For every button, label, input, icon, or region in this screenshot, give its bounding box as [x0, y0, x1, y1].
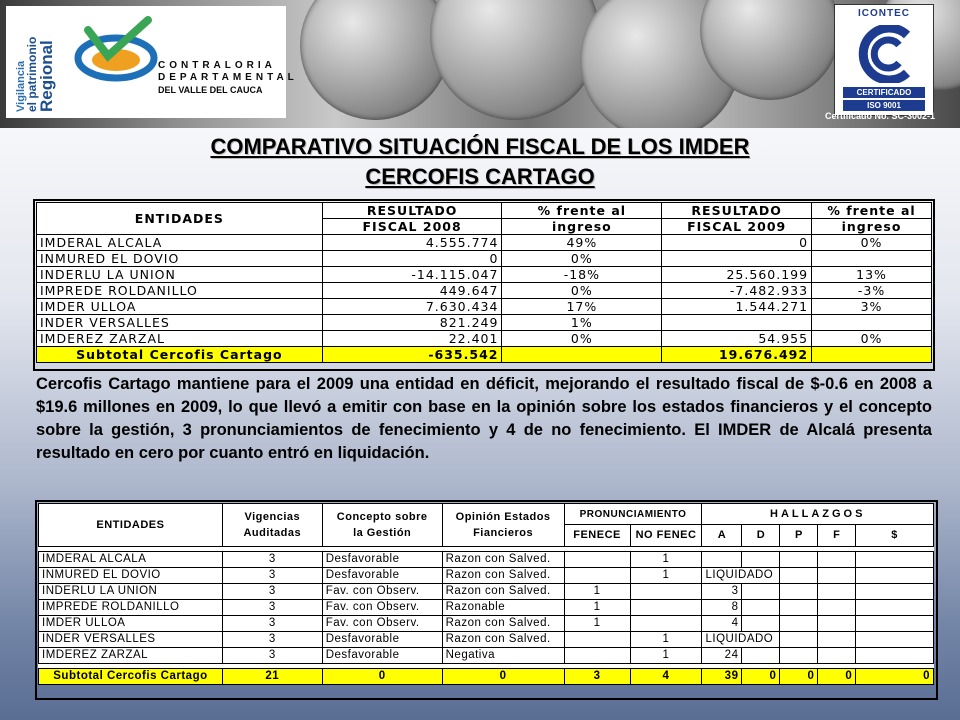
subtotal-label: Subtotal Cercofis Cartago	[37, 347, 323, 363]
table-row	[37, 299, 932, 315]
table-row	[39, 648, 934, 664]
pct-2009	[812, 315, 932, 331]
pct-2008: -18%	[502, 267, 662, 283]
hallazgo-p	[780, 616, 818, 632]
table-row	[39, 552, 934, 568]
hallazgo-dollar	[856, 568, 934, 584]
pct-2009	[812, 251, 932, 267]
hallazgo-p	[780, 648, 818, 664]
result-2008: 22.401	[322, 331, 502, 347]
entity-name: INMURED EL DOVIO	[39, 568, 223, 584]
entity-name: INDER VERSALLES	[39, 632, 223, 648]
col-header-res2009-sub: FISCAL 2009	[662, 219, 812, 235]
subtotal-2009: 19.676.492	[662, 347, 812, 363]
pct-2009: 0%	[812, 331, 932, 347]
hallazgo-d	[742, 584, 780, 600]
table-row	[37, 315, 932, 331]
hallazgo-p	[780, 632, 818, 648]
hallazgo-d	[742, 600, 780, 616]
contraloria-logo	[6, 6, 298, 118]
hallazgo-d	[742, 648, 780, 664]
entity-name: IMDEREZ ZARZAL	[39, 648, 223, 664]
subtotal-a: 39	[702, 669, 742, 685]
hallazgo-a: 24	[702, 648, 742, 664]
concepto: Desfavorable	[322, 632, 442, 648]
pct-2008: 49%	[502, 235, 662, 251]
col-header-pct2009-sub: ingreso	[812, 219, 932, 235]
col-header-pct2008: % frente al	[502, 203, 662, 219]
subtotal-no-fenece: 4	[630, 669, 702, 685]
table-row	[39, 616, 934, 632]
col-header-pct2008-sub: ingreso	[502, 219, 662, 235]
subtotal-row	[37, 347, 932, 363]
entity-name: INDERLU LA UNION	[37, 267, 323, 283]
col-header-concepto: Concepto sobre la Gestión	[322, 504, 442, 547]
col-header-p: P	[780, 525, 818, 547]
col-header-hallazgos: HALLAZGOS	[702, 504, 934, 525]
vigencias: 3	[222, 648, 322, 664]
fenece: 1	[564, 584, 630, 600]
result-2008: -14.115.047	[322, 267, 502, 283]
table-row	[39, 600, 934, 616]
opinion: Razon con Salved.	[442, 632, 564, 648]
fenece	[564, 648, 630, 664]
entity-name: INDERLU LA UNION	[39, 584, 223, 600]
vigencias: 3	[222, 632, 322, 648]
subtotal-p: 0	[780, 669, 818, 685]
subtotal-pct-2009	[812, 347, 932, 363]
result-2009: -7.482.933	[662, 283, 812, 299]
col-header-opinion: Opinión Estados Fiancieros	[442, 504, 564, 547]
result-2009	[662, 251, 812, 267]
no-fenece: 1	[630, 552, 702, 568]
hallazgo-f	[818, 600, 856, 616]
pct-2008: 0%	[502, 331, 662, 347]
col-header-entidades: ENTIDADES	[37, 203, 323, 235]
col-header-f: F	[818, 525, 856, 547]
svg-text:Vigilancia: Vigilancia	[15, 60, 27, 112]
hallazgo-f	[818, 584, 856, 600]
fenece	[564, 552, 630, 568]
pct-2008: 17%	[502, 299, 662, 315]
hallazgo-dollar	[856, 584, 934, 600]
result-2009: 25.560.199	[662, 267, 812, 283]
header-banner	[0, 0, 960, 128]
no-fenece	[630, 600, 702, 616]
coin-image	[300, 0, 450, 120]
entity-name: IMDERAL ALCALA	[37, 235, 323, 251]
hallazgo-p	[780, 568, 818, 584]
pct-2009: 0%	[812, 235, 932, 251]
hallazgo-d	[742, 552, 780, 568]
hallazgo-dollar	[856, 632, 934, 648]
table-header-row	[39, 504, 934, 525]
no-fenece	[630, 616, 702, 632]
result-2008: 449.647	[322, 283, 502, 299]
table-header-row	[37, 203, 932, 219]
subtotal-2008: -635.542	[322, 347, 502, 363]
col-header-pronunciamiento: PRONUNCIAMIENTO	[564, 504, 702, 525]
table-row	[37, 331, 932, 347]
hallazgo-f	[818, 616, 856, 632]
entity-name: IMPREDE ROLDANILLO	[37, 283, 323, 299]
table-row	[37, 283, 932, 299]
result-2008: 4.555.774	[322, 235, 502, 251]
vigencias: 3	[222, 568, 322, 584]
hallazgo-a: 4	[702, 616, 742, 632]
audit-findings-table	[38, 503, 934, 685]
concepto: Desfavorable	[322, 568, 442, 584]
hallazgo-f	[818, 552, 856, 568]
hallazgo-p	[780, 552, 818, 568]
entity-name: INMURED EL DOVIO	[37, 251, 323, 267]
hallazgo-a	[702, 552, 742, 568]
icontec-certificate-logo: ICONTEC CERTIFICADO ISO 9001	[834, 4, 934, 116]
svg-text:Regional: Regional	[37, 40, 56, 112]
opinion: Negativa	[442, 648, 564, 664]
result-2009: 0	[662, 235, 812, 251]
pct-2008: 0%	[502, 283, 662, 299]
result-2008: 821.249	[322, 315, 502, 331]
table-row	[37, 235, 932, 251]
pct-2008: 0%	[502, 251, 662, 267]
hallazgo-d	[742, 616, 780, 632]
col-header-nofenec: NO FENEC	[630, 525, 702, 547]
vigencias: 3	[222, 616, 322, 632]
table-row	[37, 267, 932, 283]
entity-name: IMDER ULLOA	[37, 299, 323, 315]
opinion: Razon con Salved.	[442, 584, 564, 600]
col-header-a: A	[702, 525, 742, 547]
result-2008: 7.630.434	[322, 299, 502, 315]
hallazgo-a: LIQUIDADO	[702, 632, 780, 648]
fenece: 1	[564, 616, 630, 632]
entity-name: INDER VERSALLES	[37, 315, 323, 331]
vigencias: 3	[222, 552, 322, 568]
hallazgo-dollar	[856, 648, 934, 664]
pct-2009: 13%	[812, 267, 932, 283]
col-header-dollar: $	[856, 525, 934, 547]
result-2008: 0	[322, 251, 502, 267]
concepto: Fav. con Observ.	[322, 616, 442, 632]
opinion: Razonable	[442, 600, 564, 616]
vigencias: 3	[222, 584, 322, 600]
col-header-res2008-sub: FISCAL 2008	[322, 219, 502, 235]
fenece	[564, 632, 630, 648]
summary-paragraph: Cercofis Cartago mantiene para el 2009 una entidad en déficit, mejorando el resultado fiscal de $-0.6 en 2008 a $19.6 millones en 2009, lo que llevó a emitir con base en la opinión sobre los estados financieros y el concepto sobre la gestión, 3 pronunciamientos de fenecimiento y 4 de no fenecimiento. El IMDER de Alcalá presenta resultado en cero por cuanto entró en liquidación.	[36, 375, 932, 462]
subtotal-f: 0	[818, 669, 856, 685]
hallazgo-f	[818, 632, 856, 648]
pct-2008: 1%	[502, 315, 662, 331]
hallazgo-dollar	[856, 552, 934, 568]
col-header-vigencias: Vigencias Auditadas	[222, 504, 322, 547]
page-subtitle: CERCOFIS CARTAGO	[365, 164, 595, 189]
entity-name: IMDEREZ ZARZAL	[37, 331, 323, 347]
concepto: Fav. con Observ.	[322, 600, 442, 616]
vertical-slogan	[12, 14, 56, 114]
hallazgo-dollar	[856, 616, 934, 632]
subtotal-pct-2008	[502, 347, 662, 363]
concepto: Desfavorable	[322, 552, 442, 568]
table-row	[37, 251, 932, 267]
page-title: COMPARATIVO SITUACIÓN FISCAL DE LOS IMDER	[210, 134, 750, 159]
no-fenece: 1	[630, 632, 702, 648]
col-header-res2009: RESULTADO	[662, 203, 812, 219]
no-fenece	[630, 584, 702, 600]
result-2009	[662, 315, 812, 331]
opinion: Razon con Salved.	[442, 552, 564, 568]
hallazgo-f	[818, 568, 856, 584]
hallazgo-dollar	[856, 600, 934, 616]
entity-name: IMDER ULLOA	[39, 616, 223, 632]
opinion: Razon con Salved.	[442, 616, 564, 632]
entity-name: IMPREDE ROLDANILLO	[39, 600, 223, 616]
hallazgo-a: LIQUIDADO	[702, 568, 780, 584]
pct-2009: -3%	[812, 283, 932, 299]
hallazgo-f	[818, 648, 856, 664]
concepto: Fav. con Observ.	[322, 584, 442, 600]
svg-text:el patrimonio: el patrimonio	[25, 36, 39, 112]
col-header-fenece: FENECE	[564, 525, 630, 547]
subtotal-dollar: 0	[856, 669, 934, 685]
no-fenece: 1	[630, 568, 702, 584]
vigencias: 3	[222, 600, 322, 616]
coin-image	[430, 0, 600, 120]
table-row	[39, 632, 934, 648]
opinion: Razon con Salved.	[442, 568, 564, 584]
no-fenece: 1	[630, 648, 702, 664]
col-header-res2008: RESULTADO	[322, 203, 502, 219]
table-row	[39, 584, 934, 600]
subtotal-fenece: 3	[564, 669, 630, 685]
result-2009: 54.955	[662, 331, 812, 347]
col-header-pct2009: % frente al	[812, 203, 932, 219]
subtotal-concepto: 0	[322, 669, 442, 685]
hallazgo-a: 8	[702, 600, 742, 616]
concepto: Desfavorable	[322, 648, 442, 664]
fenece: 1	[564, 600, 630, 616]
fiscal-results-table	[36, 202, 932, 363]
col-header-entidades: ENTIDADES	[39, 504, 223, 547]
subtotal-opinion: 0	[442, 669, 564, 685]
subtotal-row	[39, 669, 934, 685]
fenece	[564, 568, 630, 584]
icontec-c-icon	[849, 25, 919, 83]
subtotal-label: Subtotal Cercofis Cartago	[39, 669, 223, 685]
result-2009: 1.544.271	[662, 299, 812, 315]
hallazgo-p	[780, 600, 818, 616]
subtotal-d: 0	[742, 669, 780, 685]
table-row	[39, 568, 934, 584]
entity-name: IMDERAL ALCALA	[39, 552, 223, 568]
col-header-d: D	[742, 525, 780, 547]
pct-2009: 3%	[812, 299, 932, 315]
subtotal-vigencias: 21	[222, 669, 322, 685]
hallazgo-p	[780, 584, 818, 600]
swirl-logo-icon	[68, 16, 158, 86]
hallazgo-a: 3	[702, 584, 742, 600]
certificate-number: Certificado No. SC-3002-1	[824, 111, 935, 121]
organization-name: CONTRALORIA DEPARTAMENTAL DEL VALLE DEL CAUCA	[158, 60, 298, 95]
